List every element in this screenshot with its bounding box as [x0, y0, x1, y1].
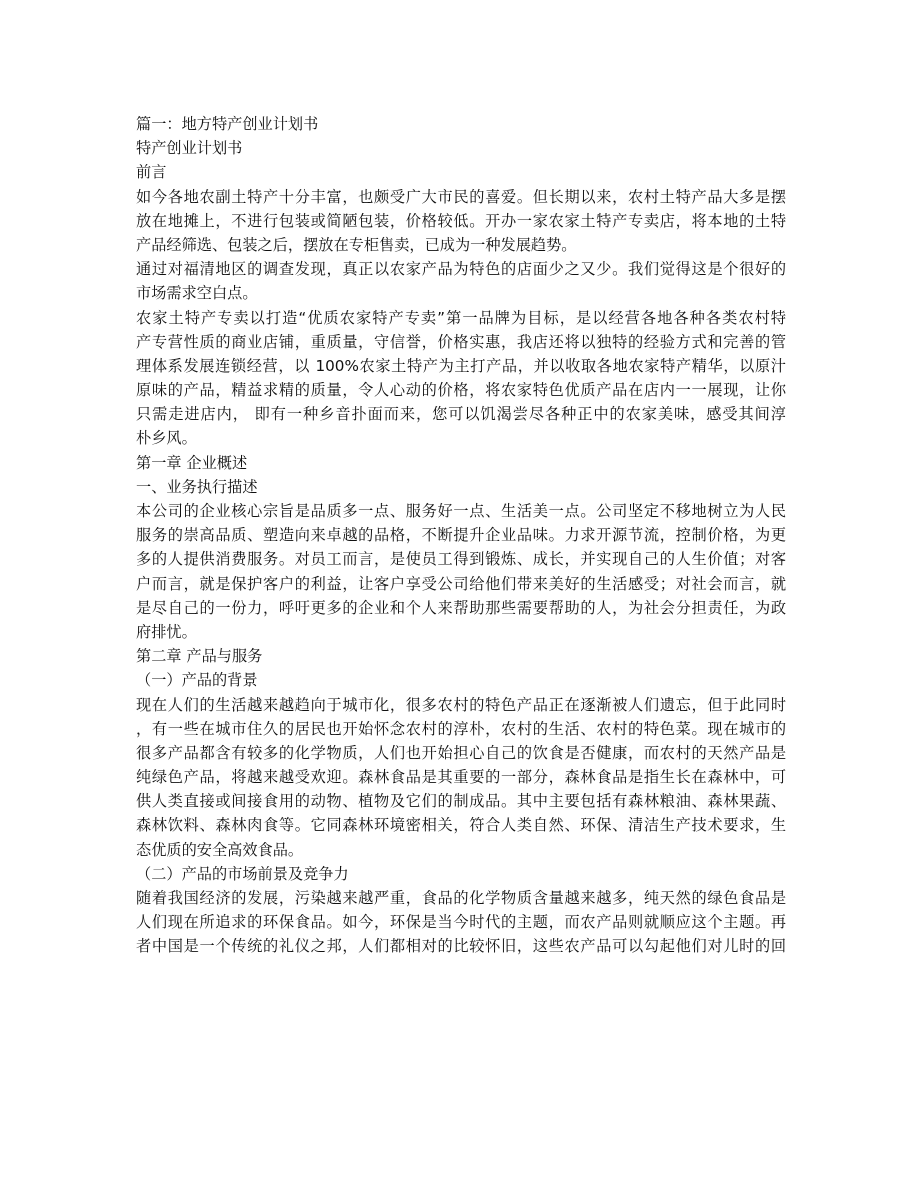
- text-line: 只需走进店内， 即有一种乡音扑面而来，您可以饥渴尝尽各种正中的农家美味，感受其间淳: [136, 405, 786, 424]
- text-line: 很多产品都含有较多的化学物质，人们也开始担心自己的饮食是否健康，而农村的天然产品是: [136, 743, 786, 762]
- text-line: 是尽自己的一份力，呼吁更多的企业和个人来帮助那些需要帮助的人，为社会分担责任，为政: [136, 598, 786, 617]
- text-line: 一、业务执行描述: [136, 477, 258, 496]
- text-line: 态优质的安全高效食品。: [136, 840, 304, 859]
- text-line: 市场需求空白点。: [136, 284, 258, 303]
- text-line: 放在地摊上，不进行包装或简陋包装，价格较低。开办一家农家土特产专卖店，将本地的土特: [136, 211, 786, 230]
- text-line: 多的人提供消费服务。对员工而言，是使员工得到锻炼、成长，并实现自己的人生价值；对客: [136, 550, 786, 569]
- text-line: 原味的产品，精益求精的质量，令人心动的价格，将农家特色优质产品在店内一一展现，让你: [136, 381, 786, 400]
- text-line: 现在人们的生活越来越趋向于城市化，很多农村的特色产品正在逐渐被人们遗忘，但于此同时: [136, 695, 786, 714]
- text-line: （二）产品的市场前景及竞争力: [136, 864, 349, 883]
- text-line: ，有一些在城市住久的居民也开始怀念农村的淳朴，农村的生活、农村的特色菜。现在城市的: [136, 719, 786, 738]
- text-line: 户而言，就是保护客户的利益，让客户享受公司给他们带来美好的生活感受；对社会而言，就: [136, 574, 786, 593]
- text-line: 纯绿色产品，将越来越受欢迎。森林食品是其重要的一部分，森林食品是指生长在森林中，可: [136, 768, 786, 787]
- text-line: 朴乡风。: [136, 429, 197, 448]
- text-line: 森林饮料、森林肉食等。它同森林环境密相关，符合人类自然、环保、清洁生产技术要求，生: [136, 816, 786, 835]
- text-line: 农家土特产专卖以打造“优质农家特产专卖”第一品牌为目标，是以经营各地各种各类农村特: [136, 308, 786, 327]
- text-line: 服务的崇高品质、塑造向来卓越的品格，不断提升企业品味。力求开源节流，控制价格，为更: [136, 526, 786, 545]
- text-line: 通过对福清地区的调查发现，真正以农家产品为特色的店面少之又少。我们觉得这是个很好的: [136, 260, 786, 279]
- text-line: 产专营性质的商业店铺，重质量，守信誉，价格实惠，我店还将以独特的经验方式和完善的管: [136, 332, 786, 351]
- text-line: 第一章 企业概述: [136, 453, 248, 472]
- text-line: 府排忧。: [136, 622, 197, 641]
- document-page: [136, 112, 786, 959]
- text-line: 者中国是一个传统的礼仪之邦，人们都相对的比较怀旧，这些农产品可以勾起他们对儿时的回: [136, 937, 786, 956]
- text-line: 前言: [136, 163, 167, 182]
- text-line: 产品经筛选、包装之后，摆放在专柜售卖，已成为一种发展趋势。: [136, 235, 577, 254]
- text-line: 篇一：地方特产创业计划书: [136, 115, 319, 133]
- text-line: 第二章 产品与服务: [136, 647, 263, 666]
- text-line: （一）产品的背景: [136, 671, 258, 690]
- text-line: 本公司的企业核心宗旨是品质多一点、服务好一点、生活美一点。公司坚定不移地树立为人民: [136, 502, 786, 520]
- text-line: 供人类直接或间接食用的动物、植物及它们的制成品。其中主要包括有森林粮油、森林果蔬、: [136, 792, 786, 811]
- text-line: 人们现在所追求的环保食品。如今，环保是当今时代的主题，而农产品则就顺应这个主题。再: [136, 913, 786, 932]
- text-line: 如今各地农副土特产十分丰富，也颇受广大市民的喜爱。但长期以来，农村土特产品大多是摆: [136, 187, 786, 206]
- text-line: 特产创业计划书: [136, 139, 243, 158]
- text-line: 随着我国经济的发展，污染越来越严重，食品的化学物质含量越来越多，纯天然的绿色食品是: [136, 889, 786, 907]
- text-line: 理体系发展连锁经营，以 100%农家土特产为主打产品，并以收取各地农家特产精华，以原汁: [136, 356, 786, 375]
